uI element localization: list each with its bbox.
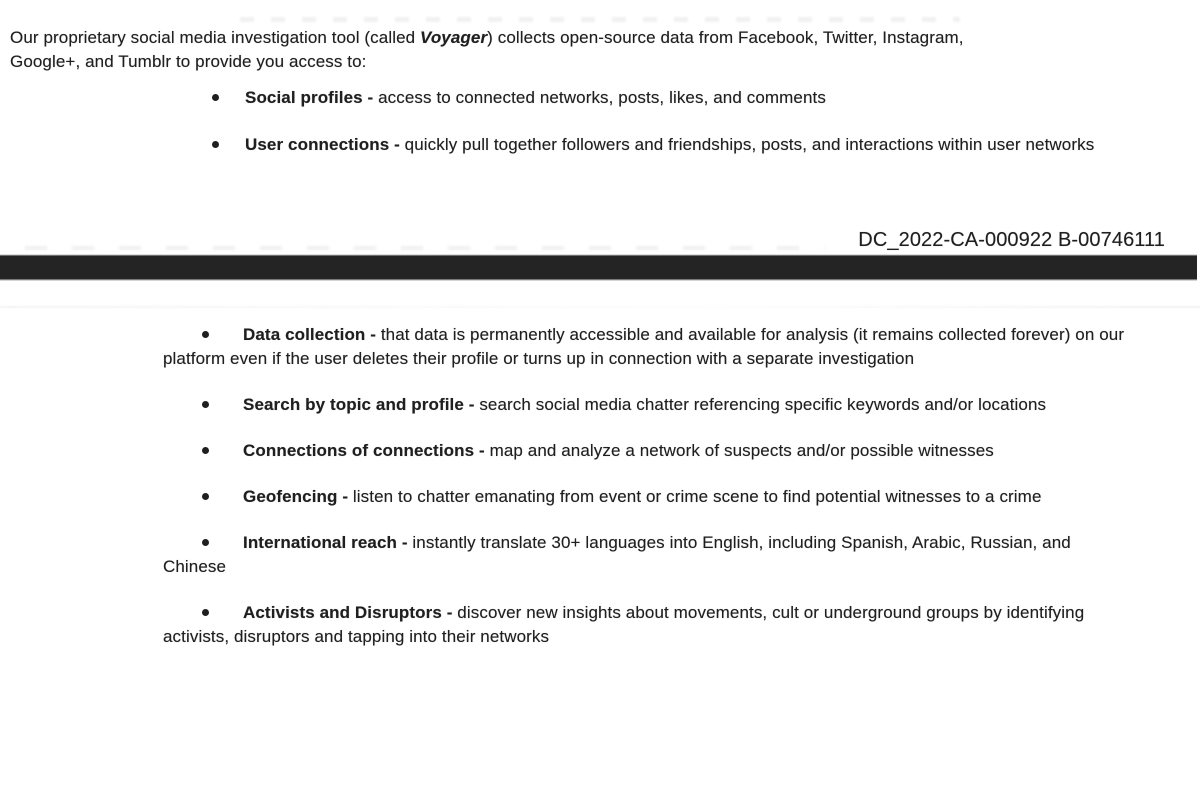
feature-list-bottom [10,323,1137,649]
list-item [10,601,1137,649]
list-item [10,485,1137,509]
bullet-label: Connections of connections - [243,441,485,460]
list-item [10,86,1105,110]
bullet-icon [202,447,209,454]
bullet-label: Social profiles - [245,88,374,107]
document-id: DC_2022-CA-000922 B-00746111 [858,229,1165,251]
bullet-label: User connections - [245,135,400,154]
redaction-bar [0,255,1197,280]
intro-prefix: Our proprietary social media investigation tool (called [10,28,421,47]
bullet-text: discover new insights about movements, cult or underground groups by identifying activists, disruptors and tapping into their networks [163,603,1085,646]
bullet-icon [212,141,219,148]
bullet-label: International reach - [243,533,408,552]
list-item [10,393,1137,417]
scan-artifact-top [240,17,960,22]
bullet-label: Activists and Disruptors - [243,603,453,622]
bullet-icon [202,401,209,408]
bullet-label: Search by topic and profile - [243,395,475,414]
bullet-text: map and analyze a network of suspects and/or possible witnesses [484,441,994,460]
scan-artifact-below-bar [0,306,1200,308]
list-item [10,323,1137,371]
intro-paragraph [10,26,1015,74]
bullet-icon [202,331,209,338]
bullet-label: Geofencing - [243,487,349,506]
bullet-icon [202,539,209,546]
feature-list-top [10,86,1105,157]
bullet-icon [202,609,209,616]
bullet-text: instantly translate 30+ languages into English, including Spanish, Arabic, Russian, and Chinese [163,533,1071,576]
bullet-text: access to connected networks, posts, likes, and comments [373,88,826,107]
bullet-text: search social media chatter referencing specific keywords and/or locations [474,395,1047,414]
list-item [10,133,1105,157]
tool-name: Voyager [420,28,488,47]
bullet-label: Data collection - [243,325,377,344]
list-item [10,531,1137,579]
bullet-icon [212,94,219,101]
bullet-text: quickly pull together followers and friendships, posts, and interactions within user networks [399,135,1095,154]
bullet-text: that data is permanently accessible and available for analysis (it remains collected forever) on our platform even if the user deletes their profile or turns up in connection with a separate investigation [163,325,1125,368]
bullet-icon [202,493,209,500]
list-item [10,439,1137,463]
bullet-text: listen to chatter emanating from event or crime scene to find potential witnesses to a crime [348,487,1042,506]
intro-suffix: ) collects open-source data from Facebook, Twitter, Instagram, Google+, and Tumblr to provide you access to: [10,28,964,71]
